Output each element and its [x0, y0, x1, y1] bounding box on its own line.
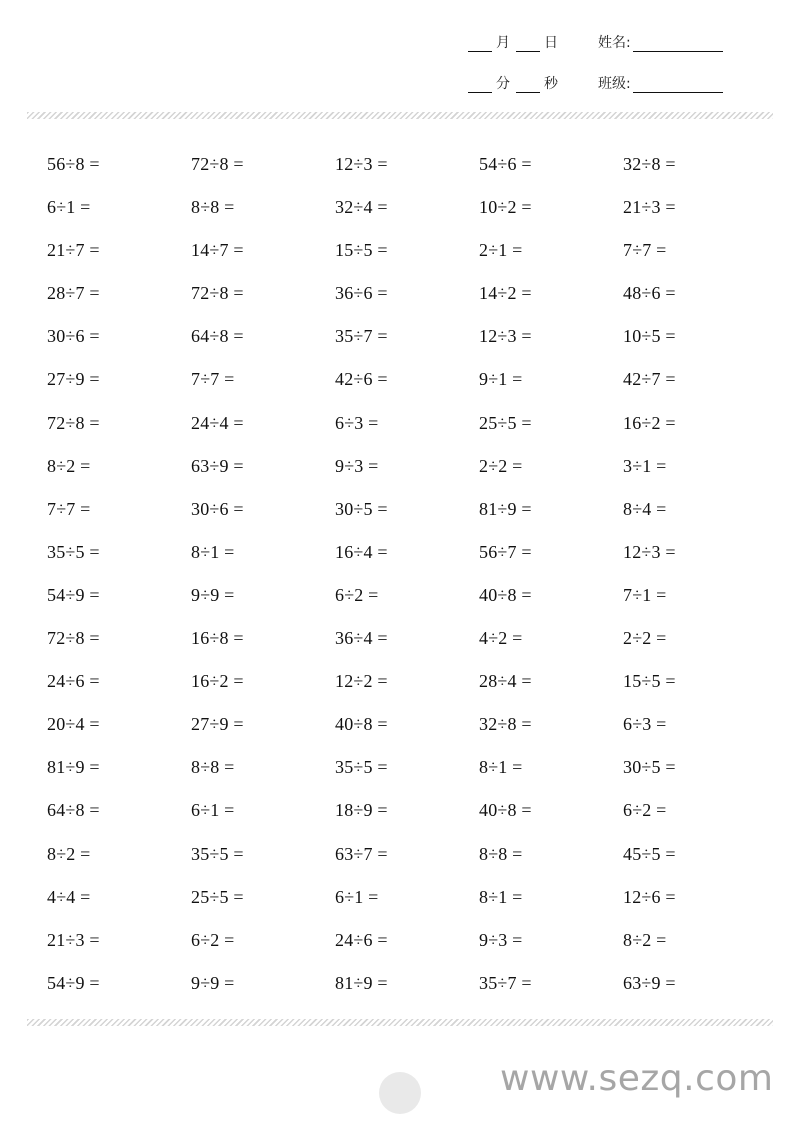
- division-problem: 6÷1 =: [335, 886, 379, 907]
- division-problem: 40÷8 =: [335, 714, 388, 735]
- division-problem: 4÷2 =: [479, 628, 523, 649]
- division-problem: 27÷9 =: [47, 369, 100, 390]
- division-problem: 72÷8 =: [191, 283, 244, 304]
- division-problem: 8÷2 =: [623, 929, 667, 950]
- division-problem: 21÷3 =: [623, 197, 676, 218]
- division-problem: 81÷9 =: [335, 972, 388, 993]
- division-problem: 6÷3 =: [623, 714, 667, 735]
- division-problem: 56÷7 =: [479, 541, 532, 562]
- division-problem: 7÷7 =: [623, 240, 667, 261]
- division-problem: 8÷1 =: [479, 886, 523, 907]
- division-problem: 3÷1 =: [623, 455, 667, 476]
- division-problem: 20÷4 =: [47, 714, 100, 735]
- division-problem: 8÷2 =: [47, 455, 91, 476]
- division-problem: 9÷3 =: [479, 929, 523, 950]
- division-problem: 12÷3 =: [479, 326, 532, 347]
- division-problem: 12÷6 =: [623, 886, 676, 907]
- division-problem: 10÷2 =: [479, 197, 532, 218]
- division-problem: 32÷8 =: [479, 714, 532, 735]
- division-problem: 35÷5 =: [47, 541, 100, 562]
- division-problem: 45÷5 =: [623, 843, 676, 864]
- division-problem: 25÷5 =: [191, 886, 244, 907]
- division-problem: 8÷2 =: [47, 843, 91, 864]
- top-divider: [27, 112, 773, 119]
- division-problem: 8÷1 =: [479, 757, 523, 778]
- division-problem: 28÷4 =: [479, 671, 532, 692]
- division-problem: 2÷2 =: [479, 455, 523, 476]
- division-problem: 9÷9 =: [191, 584, 235, 605]
- second-blank[interactable]: [516, 78, 540, 93]
- watermark-circle: [379, 1072, 421, 1114]
- division-problem: 40÷8 =: [479, 800, 532, 821]
- division-problem: 72÷8 =: [191, 154, 244, 174]
- division-problem: 9÷1 =: [479, 369, 523, 390]
- division-problem: 16÷8 =: [191, 628, 244, 649]
- division-problem: 63÷9 =: [623, 972, 676, 993]
- division-problem: 8÷8 =: [479, 843, 523, 864]
- division-problem: 24÷4 =: [191, 412, 244, 433]
- division-problem: 42÷7 =: [623, 369, 676, 390]
- division-problem: 32÷4 =: [335, 197, 388, 218]
- division-problem: 35÷7 =: [479, 972, 532, 993]
- minute-label: 分: [496, 76, 510, 92]
- division-problem: 54÷6 =: [479, 154, 532, 174]
- division-problem: 8÷8 =: [191, 757, 235, 778]
- bottom-divider: [27, 1019, 773, 1026]
- day-label: 日: [544, 35, 558, 51]
- division-problem: 6÷1 =: [47, 197, 91, 218]
- division-problem: 21÷3 =: [47, 929, 100, 950]
- division-problem: 25÷5 =: [479, 412, 532, 433]
- division-problem: 6÷2 =: [191, 929, 235, 950]
- watermark-text: www.sezq.com: [500, 1058, 774, 1099]
- division-problem: 81÷9 =: [479, 498, 532, 519]
- division-problem: 8÷4 =: [623, 498, 667, 519]
- division-problem: 10÷5 =: [623, 326, 676, 347]
- division-problem: 24÷6 =: [47, 671, 100, 692]
- division-problem: 36÷6 =: [335, 283, 388, 304]
- division-problem: 30÷5 =: [623, 757, 676, 778]
- division-problem: 6÷2 =: [335, 584, 379, 605]
- division-problem: 35÷5 =: [335, 757, 388, 778]
- division-problem: 7÷1 =: [623, 584, 667, 605]
- division-problem: 27÷9 =: [191, 714, 244, 735]
- problem-grid: [47, 146, 767, 1008]
- division-problem: 72÷8 =: [47, 412, 100, 433]
- division-problem: 56÷8 =: [47, 154, 100, 174]
- division-problem: 14÷7 =: [191, 240, 244, 261]
- time-row: [468, 73, 723, 93]
- division-problem: 30÷5 =: [335, 498, 388, 519]
- division-problem: 6÷3 =: [335, 412, 379, 433]
- division-problem: 8÷8 =: [191, 197, 235, 218]
- day-blank[interactable]: [516, 37, 540, 52]
- division-problem: 36÷4 =: [335, 628, 388, 649]
- division-problem: 7÷7 =: [47, 498, 91, 519]
- name-blank[interactable]: [633, 37, 723, 52]
- division-problem: 18÷9 =: [335, 800, 388, 821]
- division-problem: 54÷9 =: [47, 972, 100, 993]
- class-label: 班级:: [598, 76, 631, 92]
- division-problem: 30÷6 =: [191, 498, 244, 519]
- division-problem: 2÷1 =: [479, 240, 523, 261]
- division-problem: 64÷8 =: [191, 326, 244, 347]
- division-problem: 35÷7 =: [335, 326, 388, 347]
- division-problem: 9÷3 =: [335, 455, 379, 476]
- division-problem: 12÷2 =: [335, 671, 388, 692]
- division-problem: 21÷7 =: [47, 240, 100, 261]
- division-problem: 63÷9 =: [191, 455, 244, 476]
- date-row: [468, 32, 723, 52]
- division-problem: 24÷6 =: [335, 929, 388, 950]
- division-problem: 64÷8 =: [47, 800, 100, 821]
- division-problem: 16÷2 =: [623, 412, 676, 433]
- division-problem: 35÷5 =: [191, 843, 244, 864]
- division-problem: 72÷8 =: [47, 628, 100, 649]
- division-problem: 6÷2 =: [623, 800, 667, 821]
- division-problem: 12÷3 =: [623, 541, 676, 562]
- division-problem: 32÷8 =: [623, 154, 676, 174]
- division-problem: 30÷6 =: [47, 326, 100, 347]
- class-blank[interactable]: [633, 78, 723, 93]
- name-label: 姓名:: [598, 35, 631, 51]
- month-blank[interactable]: [468, 37, 492, 52]
- division-problem: 2÷2 =: [623, 628, 667, 649]
- minute-blank[interactable]: [468, 78, 492, 93]
- division-problem: 16÷4 =: [335, 541, 388, 562]
- division-problem: 81÷9 =: [47, 757, 100, 778]
- division-problem: 7÷7 =: [191, 369, 235, 390]
- division-problem: 16÷2 =: [191, 671, 244, 692]
- division-problem: 54÷9 =: [47, 584, 100, 605]
- division-problem: 63÷7 =: [335, 843, 388, 864]
- second-label: 秒: [544, 76, 558, 92]
- division-problem: 9÷9 =: [191, 972, 235, 993]
- division-problem: 15÷5 =: [335, 240, 388, 261]
- division-problem: 14÷2 =: [479, 283, 532, 304]
- division-problem: 6÷1 =: [191, 800, 235, 821]
- division-problem: 4÷4 =: [47, 886, 91, 907]
- division-problem: 42÷6 =: [335, 369, 388, 390]
- division-problem: 28÷7 =: [47, 283, 100, 304]
- division-problem: 15÷5 =: [623, 671, 676, 692]
- division-problem: 12÷3 =: [335, 154, 388, 174]
- division-problem: 8÷1 =: [191, 541, 235, 562]
- month-label: 月: [496, 35, 510, 51]
- division-problem: 40÷8 =: [479, 584, 532, 605]
- division-problem: 48÷6 =: [623, 283, 676, 304]
